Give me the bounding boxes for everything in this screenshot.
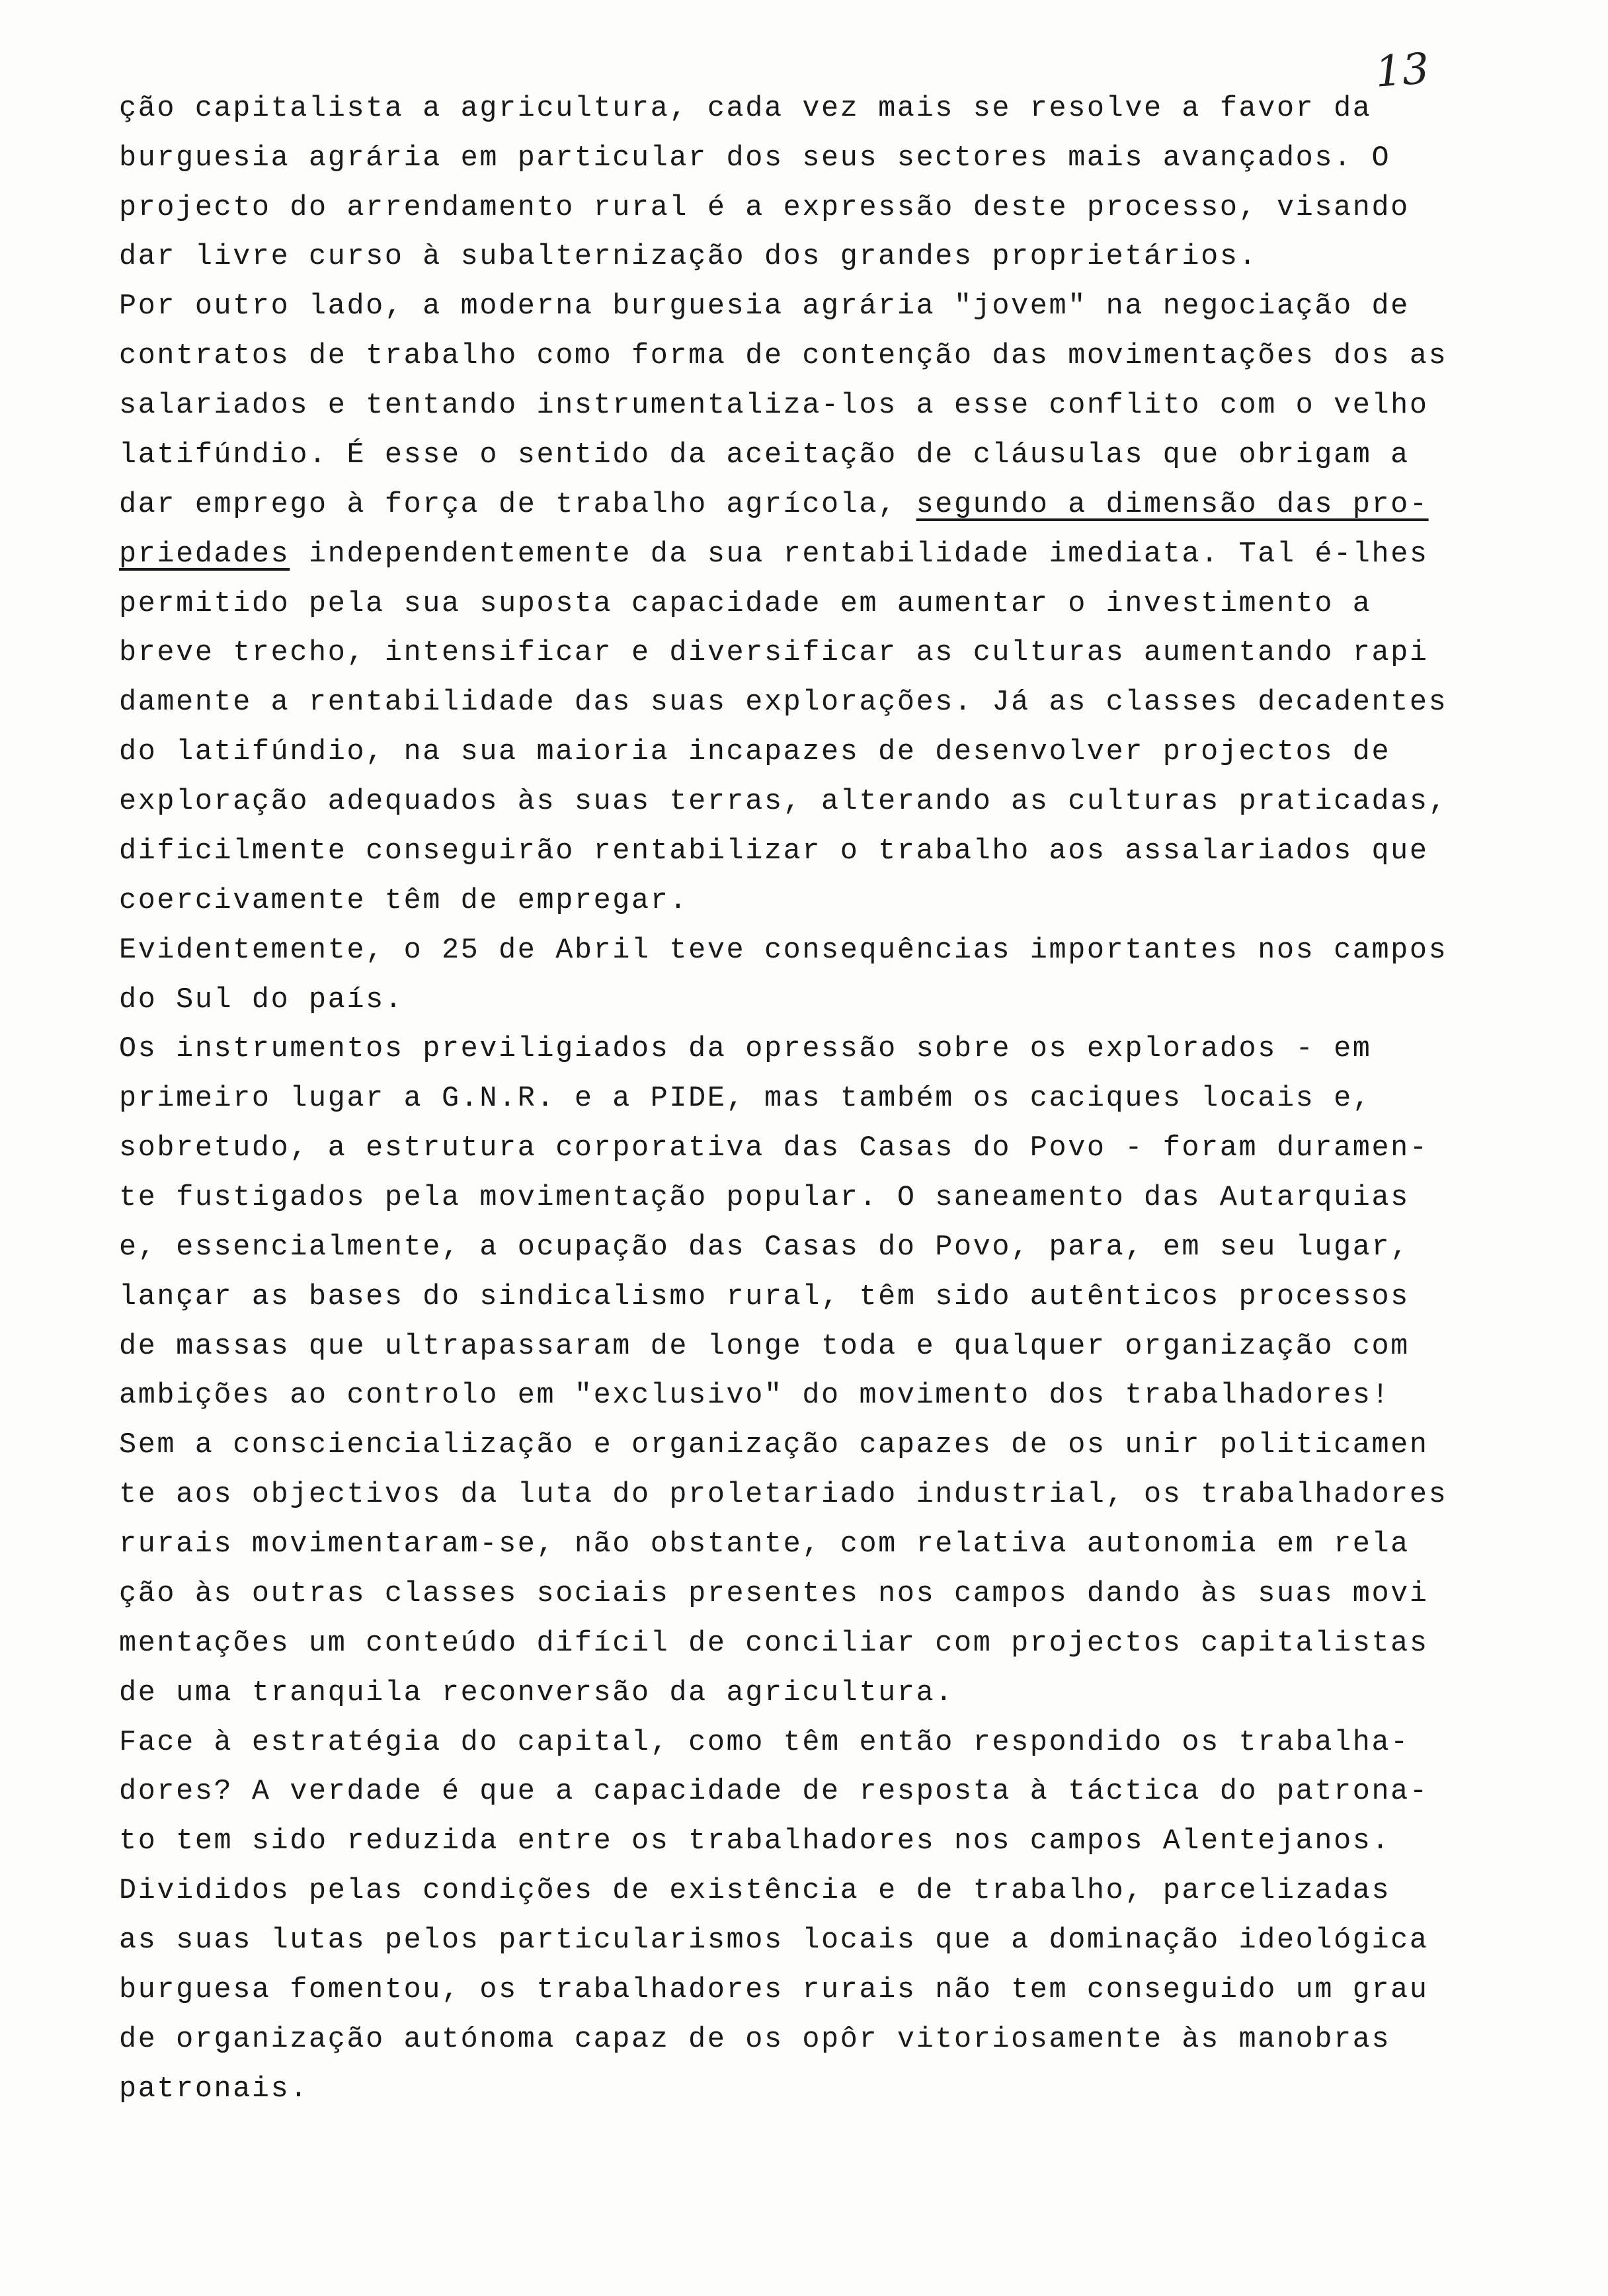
text-line: [119, 540, 1429, 569]
text-line: primeiro lugar a G.N.R. e a PIDE, mas também os caciques locais e,: [119, 1083, 1372, 1115]
text-line: burguesa fomentou, os trabalhadores rurais não tem conseguido um grau: [119, 1974, 1429, 2006]
text-line: Os instrumentos previligiados da opressão sobre os explorados - em: [119, 1033, 1372, 1065]
text-segment: dar emprego à força de trabalho agrícola,: [119, 489, 916, 521]
text-line: Evidentemente, o 25 de Abril teve consequências importantes nos campos: [119, 934, 1448, 967]
text-line: te aos objectivos da luta do proletariado industrial, os trabalhadores: [119, 1479, 1448, 1511]
text-line: coercivamente têm de empregar.: [119, 885, 689, 917]
text-line: ambições ao controlo em "exclusivo" do movimento dos trabalhadores!: [119, 1379, 1391, 1412]
text-line: burguesia agrária em particular dos seus sectores mais avançados. O: [119, 142, 1391, 175]
text-line: ção às outras classes sociais presentes nos campos dando às suas movi: [119, 1578, 1429, 1610]
text-line: to tem sido reduzida entre os trabalhadores nos campos Alentejanos.: [119, 1825, 1391, 1858]
underlined-phrase: priedades: [119, 538, 290, 571]
text-line: de organização autónoma capaz de os opôr vitoriosamente às manobras: [119, 2024, 1391, 2056]
text-line: permitido pela sua suposta capacidade em aumentar o investimento a: [119, 588, 1372, 620]
text-line: patronais.: [119, 2073, 309, 2106]
text-line: breve trecho, intensificar e diversificar as culturas aumentando rapi: [119, 637, 1429, 669]
underlined-phrase: segundo a dimensão das pro-: [916, 489, 1429, 521]
text-line: do latifúndio, na sua maioria incapazes de desenvolver projectos de: [119, 736, 1391, 768]
text-line: Por outro lado, a moderna burguesia agrária "jovem" na negociação de: [119, 290, 1410, 323]
text-line: mentações um conteúdo difícil de conciliar com projectos capitalistas: [119, 1627, 1429, 1660]
text-line: salariados e tentando instrumentaliza-los a esse conflito com o velho: [119, 390, 1429, 422]
text-line: damente a rentabilidade das suas explorações. Já as classes decadentes: [119, 686, 1448, 719]
text-line: ção capitalista a agricultura, cada vez mais se resolve a favor da: [119, 93, 1372, 125]
page-number: 13: [1373, 44, 1431, 97]
text-line: [119, 491, 1429, 520]
text-line: dificilmente conseguirão rentabilizar o trabalho aos assalariados que: [119, 835, 1429, 868]
text-line: e, essencialmente, a ocupação das Casas do Povo, para, em seu lugar,: [119, 1231, 1410, 1264]
text-line: projecto do arrendamento rural é a expressão deste processo, visando: [119, 192, 1410, 224]
text-line: de massas que ultrapassaram de longe toda e qualquer organização com: [119, 1331, 1410, 1363]
text-line: sobretudo, a estrutura corporativa das Casas do Povo - foram duramen-: [119, 1132, 1429, 1165]
text-segment: independentemente da sua rentabilidade imediata. Tal é-lhes: [290, 538, 1429, 571]
text-line: lançar as bases do sindicalismo rural, têm sido autênticos processos: [119, 1281, 1410, 1313]
text-line: exploração adequados às suas terras, alterando as culturas praticadas,: [119, 786, 1448, 818]
text-line: dores? A verdade é que a capacidade de resposta à táctica do patrona-: [119, 1776, 1429, 1808]
text-line: rurais movimentaram-se, não obstante, com relativa autonomia em rela: [119, 1528, 1410, 1561]
text-line: te fustigados pela movimentação popular. O saneamento das Autarquias: [119, 1182, 1410, 1214]
text-line: do Sul do país.: [119, 984, 404, 1016]
text-line: Sem a consciencialização e organização capazes de os unir politicamen: [119, 1429, 1429, 1461]
text-line: dar livre curso à subalternização dos grandes proprietários.: [119, 241, 1258, 273]
text-line: as suas lutas pelos particularismos locais que a dominação ideológica: [119, 1924, 1429, 1957]
text-line: Divididos pelas condições de existência e de trabalho, parcelizadas: [119, 1875, 1391, 1907]
text-line: contratos de trabalho como forma de contenção das movimentações dos as: [119, 340, 1448, 372]
text-line: de uma tranquila reconversão da agricultura.: [119, 1677, 954, 1709]
text-line: Face à estratégia do capital, como têm então respondido os trabalha-: [119, 1727, 1410, 1759]
text-line: latifúndio. É esse o sentido da aceitação de cláusulas que obrigam a: [119, 439, 1410, 472]
